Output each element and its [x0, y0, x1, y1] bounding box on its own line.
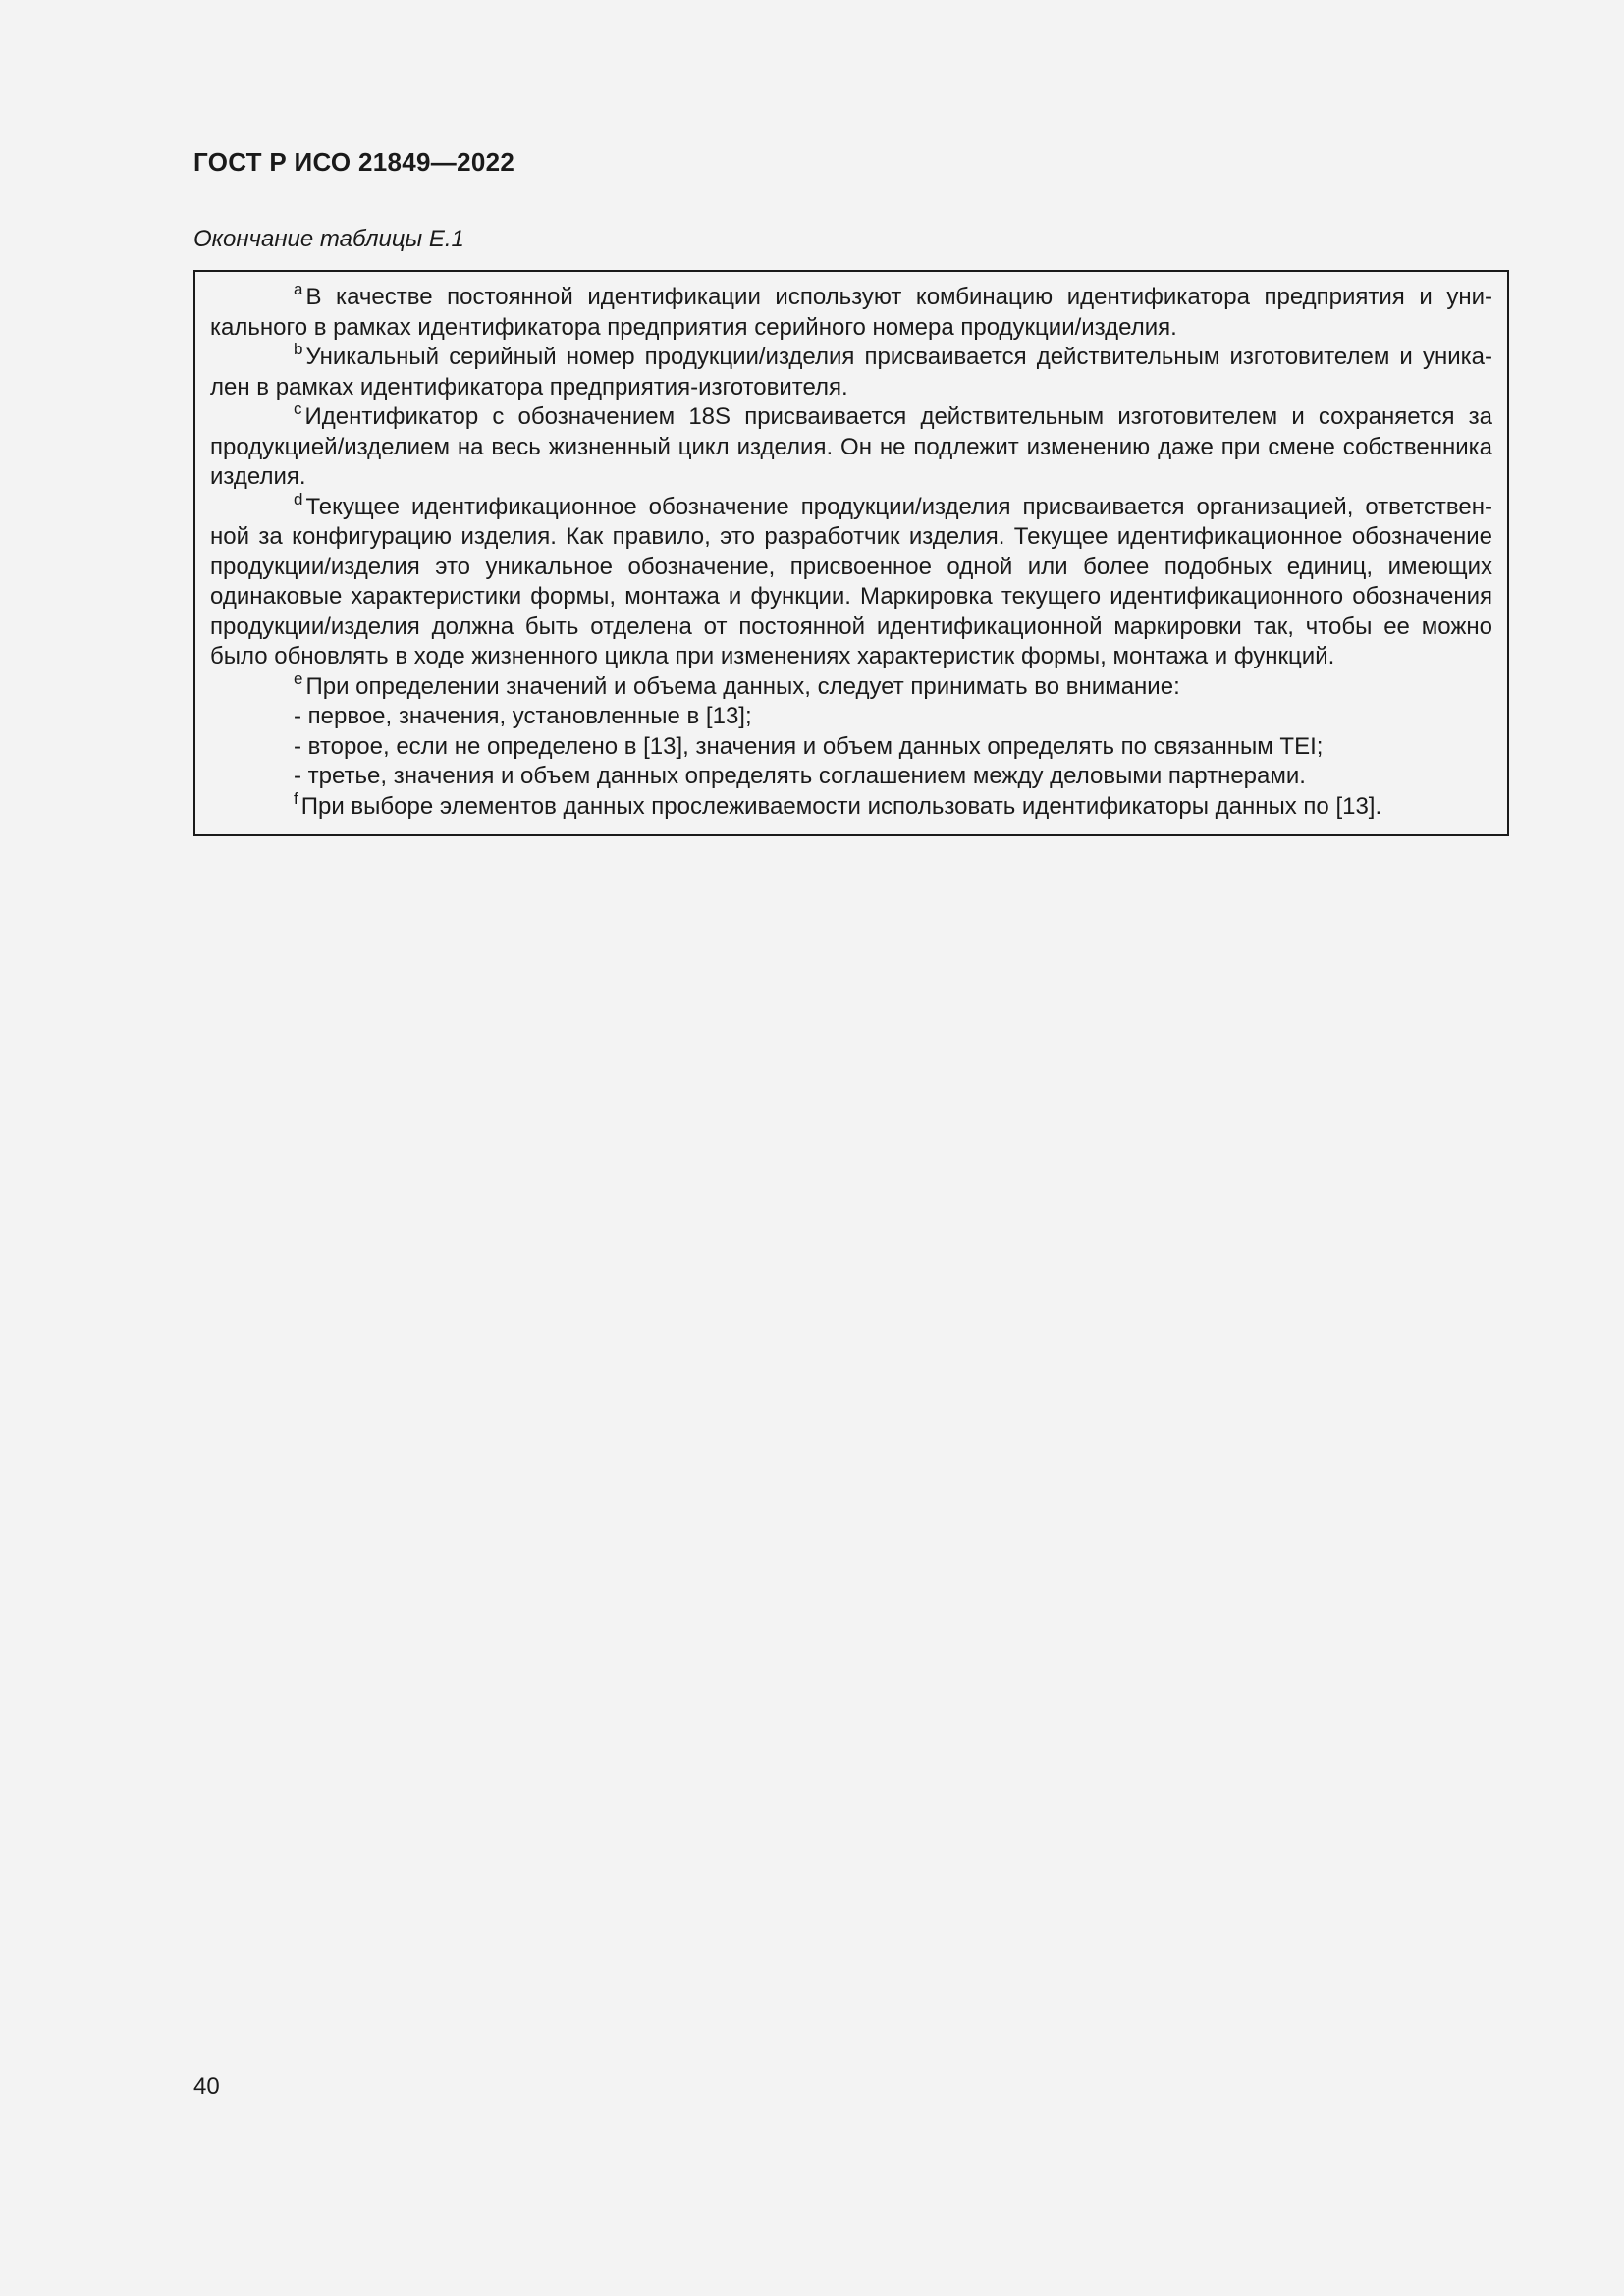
footnote-a: [210, 280, 1492, 343]
footnote-f: [210, 788, 1492, 823]
footnote-text: Идентификатор с обозначением 18S присваивается действительным изготовителем и сохраняется за продукцией/изделием на весь жизненный цикл изделия. Он не подлежит изменению даже при смене собственника изделия.: [210, 403, 1492, 490]
standard-header: ГОСТ Р ИСО 21849—2022: [193, 147, 515, 177]
footnote-text: При выборе элементов данных прослеживаемости использовать идентификаторы данных по [13].: [300, 792, 1382, 820]
footnote-marker: e: [294, 668, 303, 688]
page-number: 40: [193, 2073, 220, 2100]
list-item: - второе, если не определено в [13], значения и объем данных определять по связанным TEI;: [294, 732, 1324, 760]
table-caption: Окончание таблицы Е.1: [193, 226, 464, 252]
footnote-text: При определении значений и объема данных, следует принимать во внимание:: [305, 672, 1180, 700]
footnote-e: [210, 668, 1492, 703]
list-item: - третье, значения и объем данных определять соглашением между деловыми партнерами.: [294, 763, 1306, 789]
footnote-c: [210, 402, 1492, 493]
footnote-marker: c: [294, 400, 302, 418]
footnote-b: [210, 340, 1492, 402]
footnote-d: [210, 489, 1492, 672]
footnote-marker: d: [294, 489, 303, 508]
footnote-text: В качестве постоянной идентификации используют комбинацию идентификатора предприятия и уникального в рамках идентификатора предприятия серийного номера продукции/изделия.: [210, 284, 1492, 341]
footnote-text: Уникальный серийный номер продукции/изделия присваивается действительным изготовителем и уникален в рамках идентификатора предприятия-изготовителя.: [210, 344, 1492, 400]
footnote-marker: b: [294, 340, 303, 358]
footnote-e-list: [210, 702, 1492, 792]
list-item: - первое, значения, установленные в [13];: [294, 703, 752, 729]
table-footnotes-box: [193, 270, 1509, 836]
footnote-marker: f: [294, 788, 298, 808]
footnote-text: Текущее идентификационное обозначение продукции/изделия присваивается организацией, ответственной за конфигурацию изделия. Как правило, это разработчик изделия. Текущее идентификационное обозначение продукции/изделия это уникальное обозначение, присвоенное одной или более подобных единиц, имеющих одинаковые характеристики формы, монтажа и функции. Маркировка текущего идентификационного обозначения продукции/изделия должна быть отделена от постоянной идентификационной маркировки так, чтобы ее можно было обновлять в ходе жизненного цикла при изменениях характеристик формы, монтажа и функций.: [210, 493, 1492, 669]
footnote-marker: a: [294, 280, 303, 298]
